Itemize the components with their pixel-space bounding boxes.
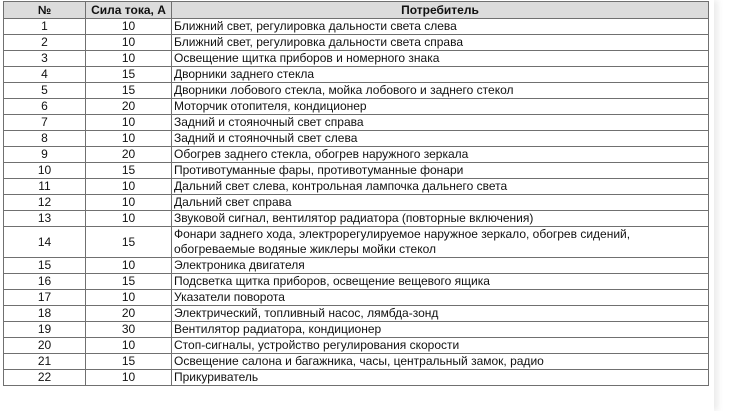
fuse-number: 8: [4, 131, 86, 147]
fuse-number: 5: [4, 83, 86, 99]
fuse-number: 21: [4, 354, 86, 370]
header-row: [4, 2, 709, 19]
fuse-number: 6: [4, 99, 86, 115]
table-row: [4, 35, 709, 51]
fuse-number: 22: [4, 370, 86, 386]
fuse-amperage: 15: [86, 274, 172, 290]
table-row: [4, 99, 709, 115]
header-number: №: [4, 2, 86, 19]
fuse-consumer: Указатели поворота: [172, 290, 709, 306]
fuse-number: 16: [4, 274, 86, 290]
fuse-amperage: 10: [86, 131, 172, 147]
table-row: [4, 147, 709, 163]
fuse-amperage: 15: [86, 354, 172, 370]
table-row: [4, 51, 709, 67]
table-row: [4, 338, 709, 354]
fuse-number: 9: [4, 147, 86, 163]
fuse-consumer: Дальний свет справа: [172, 195, 709, 211]
table-row: [4, 67, 709, 83]
fuse-number: 11: [4, 179, 86, 195]
fuse-consumer: Обогрев заднего стекла, обогрев наружного зеркала: [172, 147, 709, 163]
fuse-consumer: Дальний свет слева, контрольная лампочка дальнего света: [172, 179, 709, 195]
fuse-consumer: Моторчик отопителя, кондиционер: [172, 99, 709, 115]
header-amperage: Сила тока, А: [86, 2, 172, 19]
fuse-consumer: Освещение щитка приборов и номерного знака: [172, 51, 709, 67]
table-row: [4, 131, 709, 147]
table-row: [4, 370, 709, 386]
fuse-amperage: 15: [86, 227, 172, 258]
fuse-number: 10: [4, 163, 86, 179]
table-row: [4, 83, 709, 99]
header-consumer: Потребитель: [172, 2, 709, 19]
table-row: [4, 195, 709, 211]
fuse-number: 4: [4, 67, 86, 83]
fuse-number: 14: [4, 227, 86, 258]
fuse-amperage: 10: [86, 211, 172, 227]
fuse-number: 13: [4, 211, 86, 227]
table-row: [4, 163, 709, 179]
fuse-number: 12: [4, 195, 86, 211]
fuse-number: 20: [4, 338, 86, 354]
fuse-amperage: 20: [86, 306, 172, 322]
fuse-number: 18: [4, 306, 86, 322]
fuse-consumer: Задний и стояночный свет слева: [172, 131, 709, 147]
fuse-number: 3: [4, 51, 86, 67]
fuse-consumer-line: обогреваемые водяные жиклеры мойки стекол: [174, 242, 436, 256]
fuse-table: [3, 1, 709, 386]
fuse-number: 19: [4, 322, 86, 338]
table-row: [4, 306, 709, 322]
table-row: [4, 290, 709, 306]
fuse-number: 2: [4, 35, 86, 51]
fuse-number: 17: [4, 290, 86, 306]
fuse-amperage: 15: [86, 67, 172, 83]
fuse-consumer: Ближний свет, регулировка дальности света справа: [172, 35, 709, 51]
fuse-consumer-line: Фонари заднего хода, электрорегулируемое наружное зеркало, обогрев сидений,: [174, 227, 631, 241]
fuse-consumer: Противотуманные фары, противотуманные фонари: [172, 163, 709, 179]
table-row: [4, 322, 709, 338]
fuse-consumer: Прикуриватель: [172, 370, 709, 386]
fuse-amperage: 20: [86, 147, 172, 163]
table-row: [4, 354, 709, 370]
table-row: [4, 115, 709, 131]
fuse-consumer: Освещение салона и багажника, часы, центральный замок, радио: [172, 354, 709, 370]
table-row: [4, 211, 709, 227]
fuse-amperage: 10: [86, 258, 172, 274]
fuse-consumer: Звуковой сигнал, вентилятор радиатора (повторные включения): [172, 211, 709, 227]
fuse-consumer: Дворники заднего стекла: [172, 67, 709, 83]
fuse-amperage: 10: [86, 290, 172, 306]
fuse-amperage: 20: [86, 99, 172, 115]
fuse-number: 1: [4, 19, 86, 35]
fuse-amperage: 10: [86, 35, 172, 51]
table-header: [4, 2, 709, 19]
table-row: [4, 258, 709, 274]
fuse-consumer: Вентилятор радиатора, кондиционер: [172, 322, 709, 338]
fuse-amperage: 10: [86, 19, 172, 35]
fuse-amperage: 10: [86, 195, 172, 211]
fuse-amperage: 10: [86, 338, 172, 354]
fuse-number: 15: [4, 258, 86, 274]
fuse-consumer: [172, 227, 709, 258]
fuse-amperage: 10: [86, 370, 172, 386]
fuse-number: 7: [4, 115, 86, 131]
fuse-consumer: Ближний свет, регулировка дальности света слева: [172, 19, 709, 35]
fuse-amperage: 10: [86, 115, 172, 131]
fuse-consumer: Дворники лобового стекла, мойка лобового и заднего стекол: [172, 83, 709, 99]
fuse-amperage: 10: [86, 179, 172, 195]
fuse-consumer: Подсветка щитка приборов, освещение вещевого ящика: [172, 274, 709, 290]
fuse-consumer: Стоп-сигналы, устройство регулирования скорости: [172, 338, 709, 354]
table-row: [4, 227, 709, 258]
table-body: [4, 19, 709, 386]
table-row: [4, 274, 709, 290]
fuse-amperage: 30: [86, 322, 172, 338]
fuse-consumer: Электроника двигателя: [172, 258, 709, 274]
fuse-consumer: Электрический, топливный насос, лямбда-зонд: [172, 306, 709, 322]
table-row: [4, 179, 709, 195]
fuse-amperage: 15: [86, 163, 172, 179]
fuse-consumer: Задний и стояночный свет справа: [172, 115, 709, 131]
table-row: [4, 19, 709, 35]
fuse-amperage: 10: [86, 51, 172, 67]
fuse-amperage: 15: [86, 83, 172, 99]
